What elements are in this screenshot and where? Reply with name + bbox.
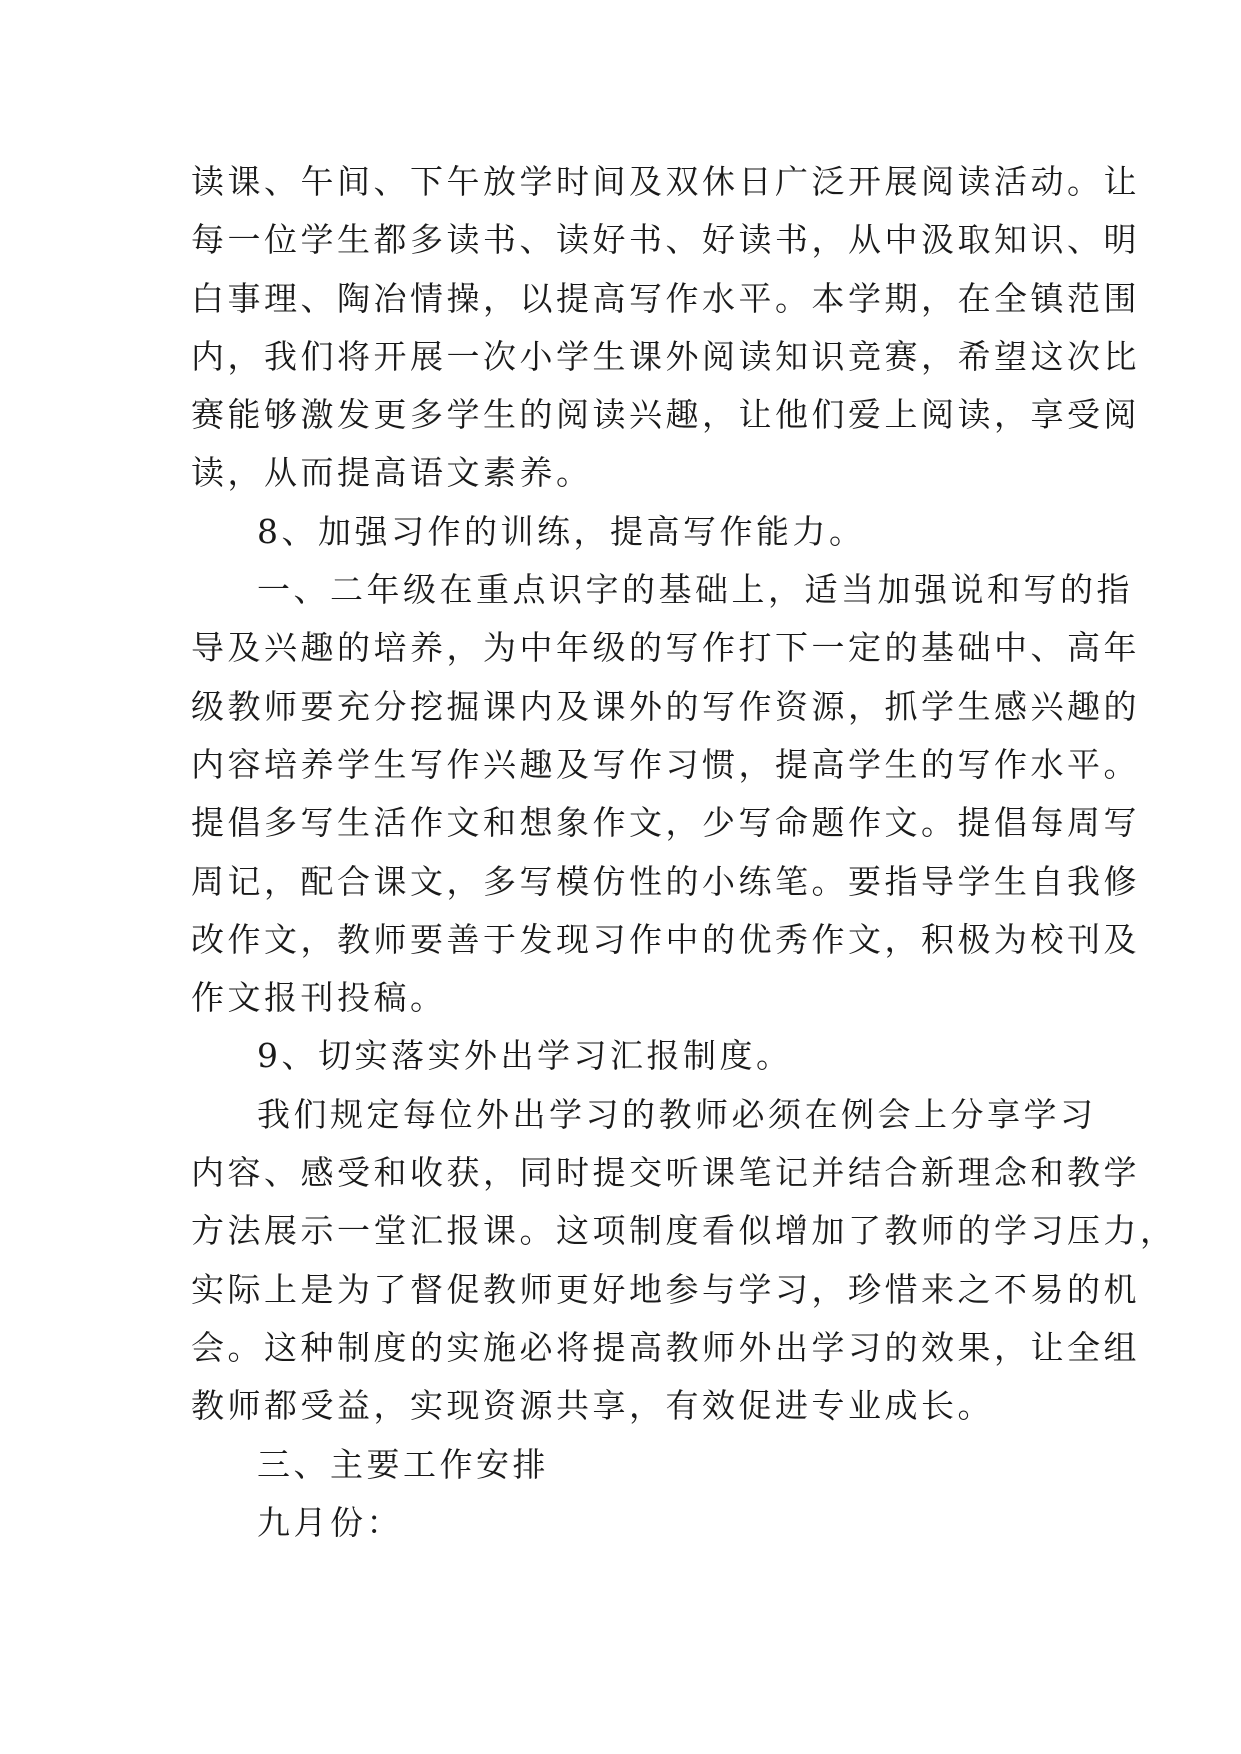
text-line: 读，从而提高语文素养。 (191, 453, 593, 493)
text-line: 读课、午间、下午放学时间及双休日广泛开展阅读活动。让 (191, 162, 1140, 201)
text-line: 改作文，教师要善于发现习作中的优秀作文，积极为校刊及 (191, 919, 1140, 959)
text-line: 周记，配合课文，多写模仿性的小练笔。要指导学生自我修 (191, 861, 1140, 901)
text-line: 内容培养学生写作兴趣及写作习惯，提高学生的写作水平。 (191, 744, 1140, 784)
month-heading: 九月份： (257, 1502, 403, 1542)
text-line: 每一位学生都多读书、读好书、好读书，从中汲取知识、明 (191, 220, 1140, 260)
text-line: 导及兴趣的培养，为中年级的写作打下一定的基础中、高年 (191, 628, 1140, 668)
text-line: 作文报刊投稿。 (191, 978, 447, 1018)
text-line: 白事理、陶冶情操，以提高写作水平。本学期，在全镇范围 (191, 278, 1140, 318)
section-heading-9: 9、切实落实外出学习汇报制度。 (257, 1036, 793, 1076)
text-line: 教师都受益，实现资源共享，有效促进专业成长。 (191, 1386, 994, 1426)
section-heading-3: 三、主要工作安排 (257, 1444, 549, 1484)
text-line: 一、二年级在重点识字的基础上，适当加强说和写的指 (257, 570, 1133, 610)
text-line: 我们规定每位外出学习的教师必须在例会上分享学习 (257, 1094, 1097, 1134)
text-line: 赛能够激发更多学生的阅读兴趣，让他们爱上阅读，享受阅 (191, 395, 1140, 435)
text-line: 提倡多写生活作文和想象作文，少写命题作文。提倡每周写 (191, 803, 1140, 843)
document-body (191, 153, 1177, 1552)
section-heading-8: 8、加强习作的训练，提高写作能力。 (257, 511, 866, 551)
text-line: 级教师要充分挖掘课内及课外的写作资源，抓学生感兴趣的 (191, 686, 1140, 726)
text-line: 内，我们将开展一次小学生课外阅读知识竞赛，希望这次比 (191, 336, 1140, 376)
text-line: 实际上是为了督促教师更好地参与学习，珍惜来之不易的机 (191, 1269, 1140, 1309)
text-line: 会。这种制度的实施必将提高教师外出学习的效果，让全组 (191, 1327, 1140, 1367)
text-line: 内容、感受和收获，同时提交听课笔记并结合新理念和教学 (191, 1153, 1140, 1193)
text-line: 方法展示一堂汇报课。这项制度看似增加了教师的学习压力， (191, 1211, 1177, 1251)
